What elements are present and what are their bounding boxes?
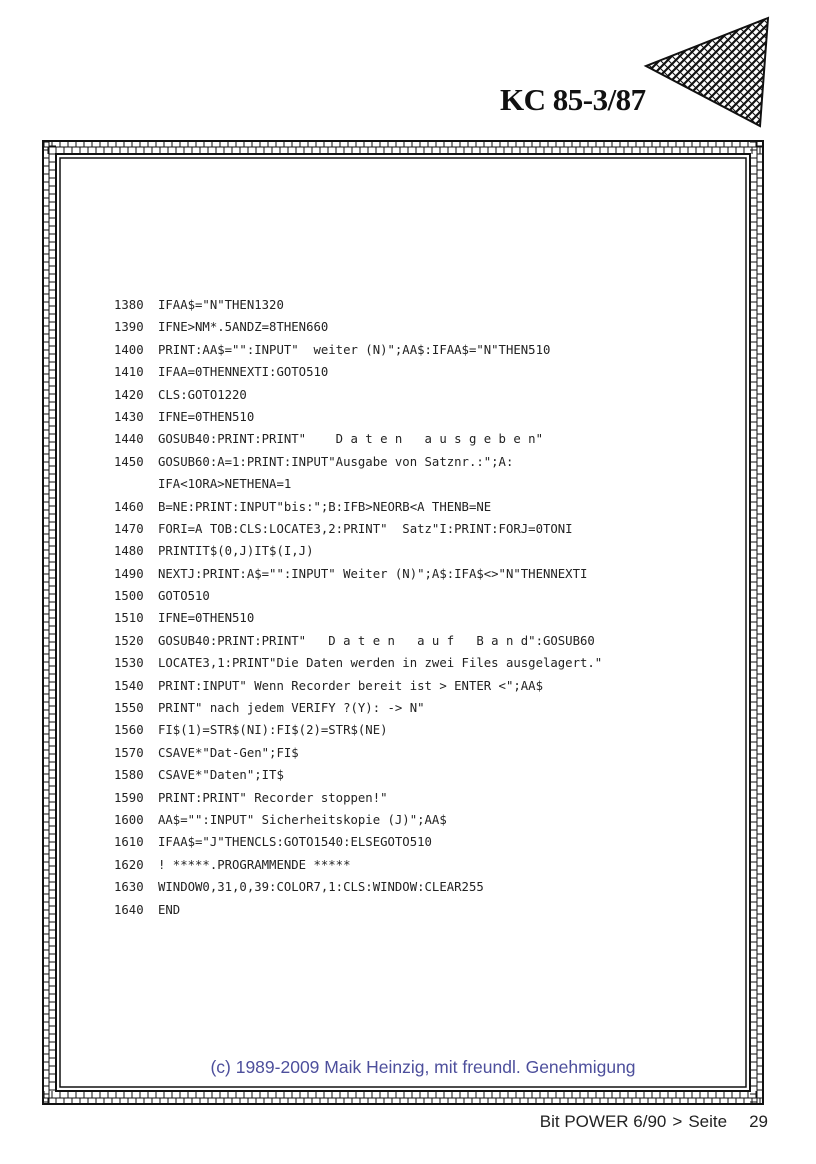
line-number: 1450 bbox=[114, 454, 144, 469]
code-line bbox=[114, 496, 734, 518]
basic-listing bbox=[114, 294, 734, 921]
code-line bbox=[114, 451, 734, 473]
code-line bbox=[114, 630, 734, 652]
corner-triangle-ornament bbox=[640, 16, 770, 128]
line-number: 1420 bbox=[114, 387, 144, 402]
code-text: IFAA=0THENNEXTI:GOTO510 bbox=[158, 365, 329, 380]
code-text: IFA<1ORA>NETHENA=1 bbox=[158, 477, 292, 492]
line-number: 1510 bbox=[114, 611, 144, 626]
code-line bbox=[114, 518, 734, 540]
code-line bbox=[114, 899, 734, 921]
code-line bbox=[114, 563, 734, 585]
page-footer bbox=[540, 1112, 768, 1132]
code-line bbox=[114, 384, 734, 406]
code-line bbox=[114, 719, 734, 741]
line-number: 1580 bbox=[114, 768, 144, 783]
footer-separator: > bbox=[672, 1112, 683, 1131]
code-line bbox=[114, 607, 734, 629]
code-text: CLS:GOTO1220 bbox=[158, 387, 247, 402]
code-line bbox=[114, 764, 734, 786]
code-line bbox=[114, 831, 734, 853]
line-number: 1630 bbox=[114, 880, 144, 895]
line-number: 1530 bbox=[114, 656, 144, 671]
code-text: IFAA$="N"THEN1320 bbox=[158, 298, 284, 312]
code-line bbox=[114, 428, 734, 450]
publication-name: Bit POWER 6/90 bbox=[539, 1112, 667, 1131]
code-text: IFNE>NM*.5ANDZ=8THEN660 bbox=[158, 320, 329, 335]
code-text: PRINT:INPUT" Wenn Recorder bereit ist > ENTER <";AA$ bbox=[158, 678, 543, 693]
code-text: IFNE=0THEN510 bbox=[158, 611, 255, 626]
line-number: 1540 bbox=[114, 678, 144, 693]
code-line bbox=[114, 406, 734, 428]
line-number: 1410 bbox=[114, 365, 144, 380]
code-text: ! *****.PROGRAMMENDE ***** bbox=[158, 857, 351, 872]
code-text: FI$(1)=STR$(NI):FI$(2)=STR$(NE) bbox=[158, 723, 388, 738]
code-line bbox=[114, 361, 734, 383]
code-line bbox=[114, 473, 734, 495]
line-number: 1590 bbox=[114, 790, 144, 805]
line-number: 1620 bbox=[114, 857, 144, 872]
code-text: B=NE:PRINT:INPUT"bis:";B:IFB>NEORB<A THENB=NE bbox=[158, 499, 492, 514]
line-number: 1380 bbox=[114, 298, 144, 312]
line-number: 1610 bbox=[114, 835, 144, 850]
line-number: 1430 bbox=[114, 409, 144, 424]
code-text: WINDOW0,31,0,39:COLOR7,1:CLS:WINDOW:CLEAR255 bbox=[158, 880, 484, 895]
code-text: GOSUB60:A=1:PRINT:INPUT"Ausgabe von Satznr.:";A: bbox=[158, 454, 514, 469]
line-number: 1550 bbox=[114, 701, 144, 716]
line-number: 1600 bbox=[114, 812, 144, 827]
code-line bbox=[114, 339, 734, 361]
code-text: GOSUB40:PRINT:PRINT" D a t e n a u s g e b e n" bbox=[158, 432, 543, 447]
code-text: PRINT:PRINT" Recorder stoppen!" bbox=[158, 790, 388, 805]
line-number: 1400 bbox=[114, 342, 144, 357]
code-line bbox=[114, 742, 734, 764]
code-text: PRINTIT$(0,J)IT$(I,J) bbox=[158, 544, 314, 559]
line-number: 1520 bbox=[114, 633, 144, 648]
code-line bbox=[114, 787, 734, 809]
code-text: PRINT" nach jedem VERIFY ?(Y): -> N" bbox=[158, 701, 425, 716]
code-line bbox=[114, 675, 734, 697]
line-number: 1640 bbox=[114, 902, 144, 917]
code-text: IFNE=0THEN510 bbox=[158, 409, 255, 424]
code-line bbox=[114, 652, 734, 674]
line-number: 1440 bbox=[114, 432, 144, 447]
line-number: 1390 bbox=[114, 320, 144, 335]
line-number: 1560 bbox=[114, 723, 144, 738]
code-line bbox=[114, 876, 734, 898]
page-label: Seite bbox=[688, 1112, 728, 1131]
code-line bbox=[114, 854, 734, 876]
code-text: NEXTJ:PRINT:A$="":INPUT" Weiter (N)";A$:IFA$<>"N"THENNEXTI bbox=[158, 566, 588, 581]
code-text: IFAA$="J"THENCLS:GOTO1540:ELSEGOTO510 bbox=[158, 835, 432, 850]
code-line bbox=[114, 540, 734, 562]
code-line bbox=[114, 697, 734, 719]
code-line bbox=[114, 316, 734, 338]
line-number: 1480 bbox=[114, 544, 144, 559]
code-text: GOSUB40:PRINT:PRINT" D a t e n a u f B a n d":GOSUB60 bbox=[158, 633, 595, 648]
line-number: 1470 bbox=[114, 521, 144, 536]
magazine-title: KC 85-3/87 bbox=[500, 82, 646, 117]
line-number: 1570 bbox=[114, 745, 144, 760]
line-number: 1490 bbox=[114, 566, 144, 581]
code-text: CSAVE*"Dat-Gen";FI$ bbox=[158, 745, 299, 760]
copyright-notice: (c) 1989-2009 Maik Heinzig, mit freundl. Genehmigung bbox=[210, 1057, 636, 1077]
code-line bbox=[114, 585, 734, 607]
code-text: GOTO510 bbox=[158, 589, 210, 604]
page-number: 29 bbox=[749, 1112, 768, 1131]
code-text: FORI=A TOB:CLS:LOCATE3,2:PRINT" Satz"I:PRINT:FORJ=0TONI bbox=[158, 521, 573, 536]
code-text: END bbox=[158, 902, 181, 917]
code-line bbox=[114, 294, 734, 316]
line-number: 1500 bbox=[114, 589, 144, 604]
line-number: 1460 bbox=[114, 499, 144, 514]
code-text: LOCATE3,1:PRINT"Die Daten werden in zwei Files ausgelagert." bbox=[158, 656, 603, 671]
code-text: PRINT:AA$="":INPUT" weiter (N)";AA$:IFAA$="N"THEN510 bbox=[158, 342, 551, 357]
code-text: CSAVE*"Daten";IT$ bbox=[158, 768, 284, 783]
code-text: AA$="":INPUT" Sicherheitskopie (J)";AA$ bbox=[158, 812, 447, 827]
code-line bbox=[114, 809, 734, 831]
